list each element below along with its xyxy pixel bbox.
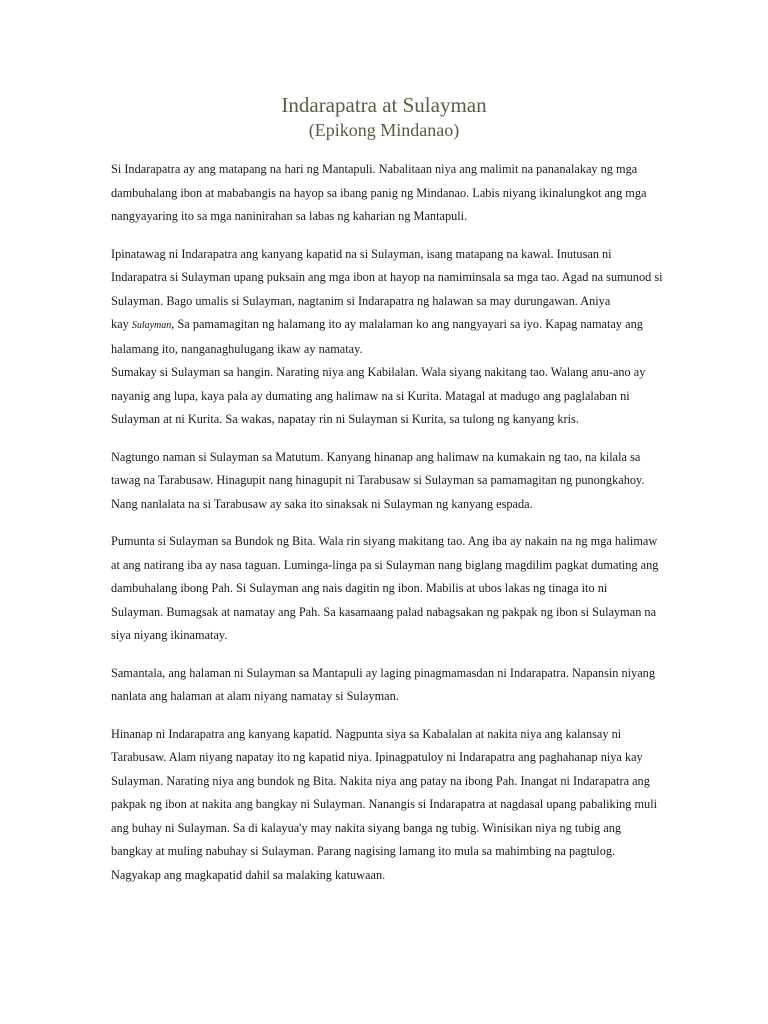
text-line: Sulayman. Narating niya ang bundok ng Bita. Nakita niya ang patay na ibong Pah. Inangat ni Indarapatra ang xyxy=(111,773,650,788)
text-line: Sulayman. Bumagsak at namatay ang Pah. Sa kasamaang palad nabagsakan ng pakpak ng ibon si Sulayman na xyxy=(111,604,657,619)
text-line: at ang natirang iba ay nasa taguan. Luminga-linga pa si Sulayman nang biglang magdilim pagkat dumating ang xyxy=(111,557,659,572)
paragraph xyxy=(111,723,681,888)
text-line xyxy=(111,313,681,338)
text-line: Nagtungo naman si Sulayman sa Matutum. Kanyang hinanap ang halimaw na kumakain ng tao, na kilala sa xyxy=(111,449,641,464)
document-title: Indarapatra at Sulayman xyxy=(281,93,487,117)
text-line: Indarapatra si Sulayman upang puksain ang mga ibon at hayop na namiminsala sa mga tao. Agad na sumunod si xyxy=(111,270,663,284)
text-line: Pumunta si Sulayman sa Bundok ng Bita. Wala rin siyang makitang tao. Ang iba ay nakain na ng mga halimaw xyxy=(111,534,658,548)
text-line: Tarabusaw. Alam niyang napatay ito ng kapatid niya. Ipinagpatuloy ni Indarapatra ang paghahanap niya kay xyxy=(111,750,643,764)
text-line: Nang nanlalata na si Tarabusaw ay saka ito sinaksak ni Sulayman ng kanyang espada. xyxy=(111,496,533,511)
text-line: Sulayman. Bago umalis si Sulayman, nagtanim si Indarapatra ng halawan sa may durungawan. Aniya xyxy=(111,293,611,308)
text-line: Samantala, ang halaman ni Sulayman sa Mantapuli ay laging pinagmamasdan ni Indarapatra. Napansin niyang xyxy=(111,665,655,680)
paragraph xyxy=(111,446,681,517)
text-line: dambuhalang ibong Pah. Si Sulayman ang nais dagitin ng ibon. Mabilis at ubos lakas ng tinaga ito ni xyxy=(111,581,608,595)
paragraph xyxy=(111,361,681,432)
paragraph xyxy=(111,158,681,229)
paragraph xyxy=(111,243,681,362)
kay-rest: , Sa pamamagitan ng halamang ito ay malalaman ko ang nangyayari sa iyo. Kapag namatay ang xyxy=(171,317,643,331)
text-line: dambuhalang ibon at mababangis na hayop sa ibang panig ng Mindanao. Labis niyang ikinalungkot ang mga xyxy=(111,185,647,200)
text-line: halamang ito, nanganaghulugang ikaw ay namatay. xyxy=(111,341,363,356)
text-line: bangkay at muling nabuhay si Sulayman. Parang nagising lamang ito mula sa mahimbing na pagtulog. xyxy=(111,844,616,858)
text-line: Ipinatawag ni Indarapatra ang kanyang kapatid na si Sulayman, isang matapang na kawal. Inutusan ni xyxy=(111,246,612,261)
text-line: nanlata ang halaman at alam niyang namatay si Sulayman. xyxy=(111,689,399,703)
kay-prefix: kay xyxy=(111,317,132,331)
text-line: Hinanap ni Indarapatra ang kanyang kapatid. Nagpunta siya sa Kabalalan at nakita niya ang kalansay ni xyxy=(111,726,622,741)
text-line: ang buhay ni Sulayman. Sa di kalayua'y may nakita siyang banga ng tubig. Winisikan niya ng tubig ang xyxy=(111,820,622,835)
text-line: Sumakay si Sulayman sa hangin. Narating niya ang Kabilalan. Wala siyang nakitang tao. Walang anu-ano ay xyxy=(111,365,646,379)
document-body xyxy=(111,158,681,901)
text-line: Nagyakap ang magkapatid dahil sa malaking katuwaan. xyxy=(111,867,386,882)
text-line: pakpak ng ibon at nakita ang bangkay ni Sulayman. Nanangis si Indarapatra at nagdasal upang pabaliking muli xyxy=(111,797,658,811)
text-line: Sulayman at ni Kurita. Sa wakas, napatay rin ni Sulayman si Kurita, sa tulong ng kanyang kris. xyxy=(111,412,579,426)
text-line: nangyayaring ito sa mga naninirahan sa labas ng kaharian ng Mantapuli. xyxy=(111,209,468,223)
paragraph xyxy=(111,662,681,709)
document-subtitle: (Epikong Mindanao) xyxy=(308,120,460,140)
paragraph xyxy=(111,530,681,648)
text-line: Si Indarapatra ay ang matapang na hari ng Mantapuli. Nabalitaan niya ang malimit na pananalakay ng mga xyxy=(111,162,638,176)
text-line: siya niyang ikinamatay. xyxy=(111,628,228,642)
sulayman-name: Sulayman xyxy=(131,320,172,331)
text-line: tawag na Tarabusaw. Hinagupit nang hinagupit ni Tarabusaw si Sulayman sa pamamagitan ng punongkahoy. xyxy=(111,473,645,487)
text-line: nayanig ang lupa, kaya pala ay dumating ang halimaw na si Kurita. Matagal at madugo ang paglalaban ni xyxy=(111,388,630,403)
